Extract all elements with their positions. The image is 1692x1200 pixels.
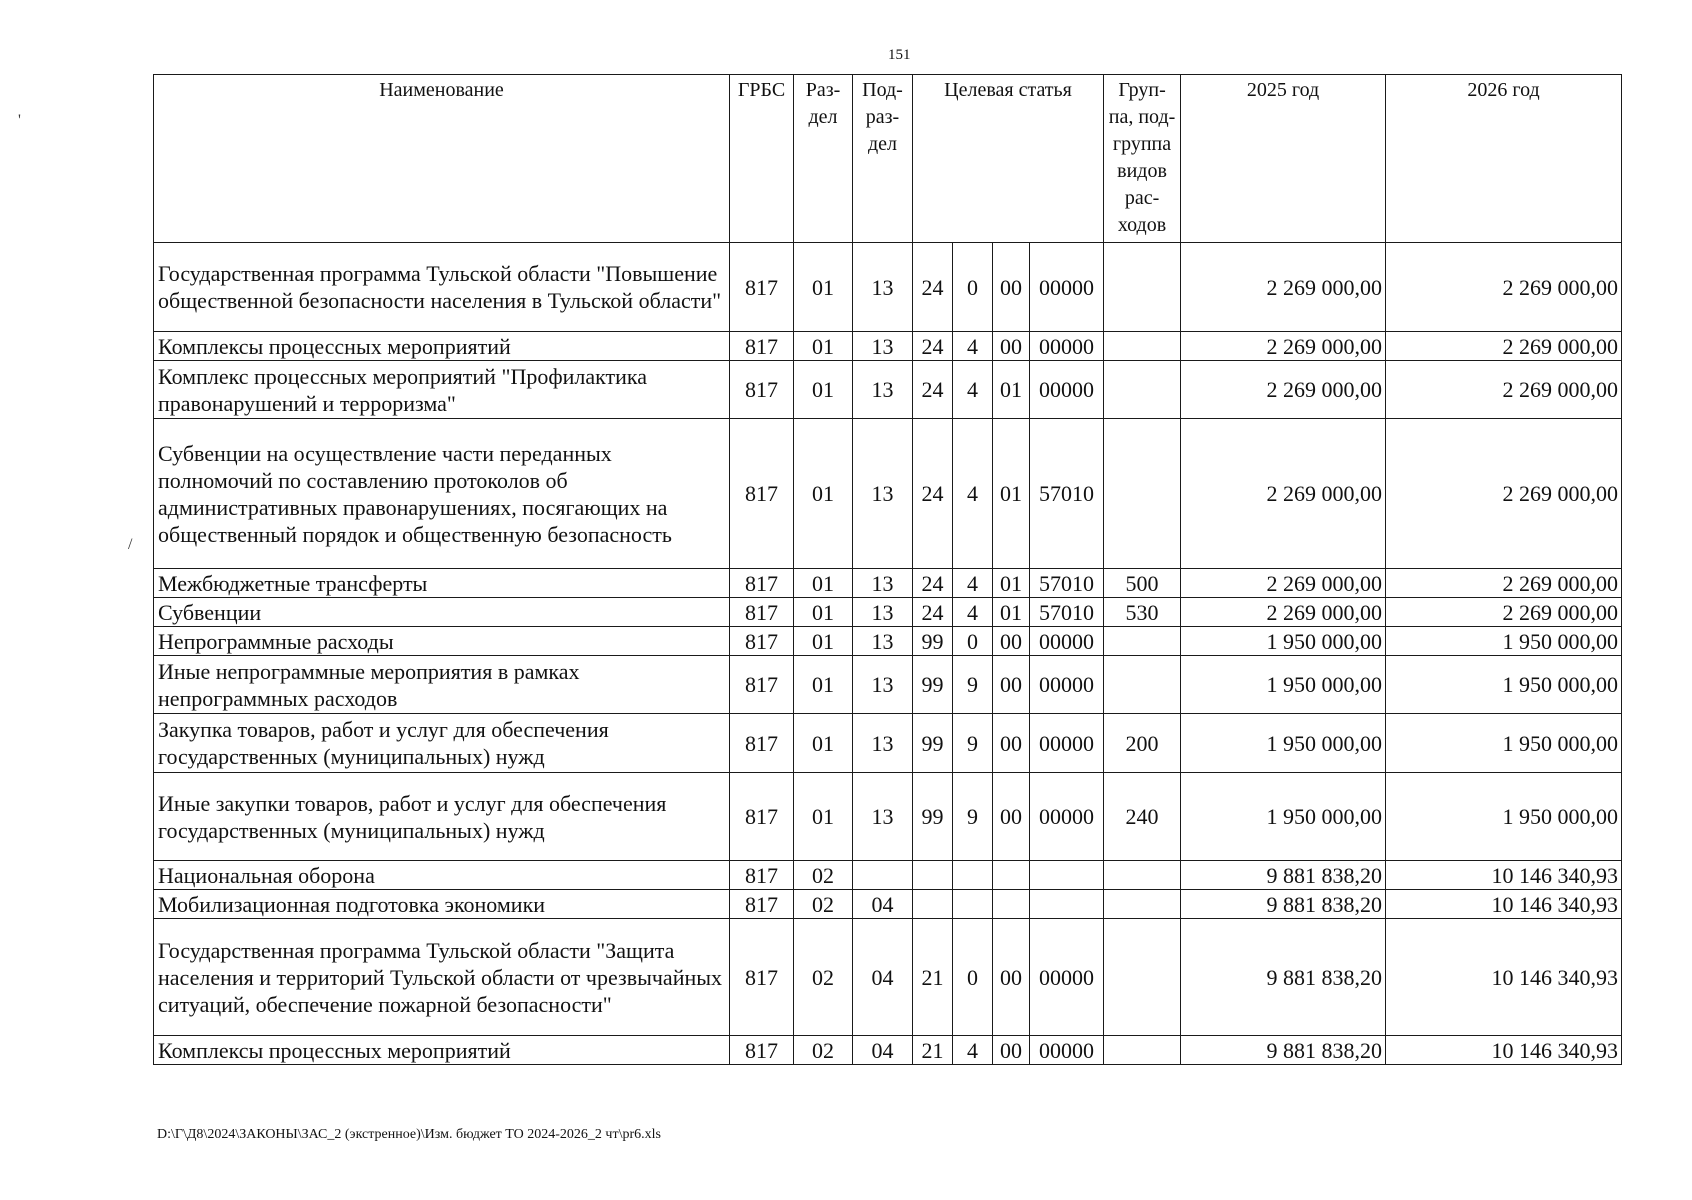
cell-razdel: 01 bbox=[794, 714, 853, 773]
cell-target-type: 4 bbox=[953, 419, 993, 569]
table-row bbox=[154, 1036, 1622, 1065]
cell-razdel: 01 bbox=[794, 243, 853, 332]
cell-razdel: 01 bbox=[794, 419, 853, 569]
cell-target-direction: 57010 bbox=[1030, 569, 1104, 598]
cell-razdel: 01 bbox=[794, 361, 853, 419]
cell-name: Иные закупки товаров, работ и услуг для обеспечения государственных (муниципальных) нужд bbox=[154, 773, 730, 861]
cell-amount-2026: 1 950 000,00 bbox=[1386, 627, 1622, 656]
budget-table bbox=[153, 74, 1622, 1065]
cell-podrazdel: 13 bbox=[853, 773, 913, 861]
cell-target-program: 99 bbox=[913, 627, 953, 656]
cell-name: Государственная программа Тульской области "Повышение общественной безопасности населения в Тульской области" bbox=[154, 243, 730, 332]
cell-target-subprogram: 01 bbox=[993, 361, 1030, 419]
cell-target-direction: 57010 bbox=[1030, 598, 1104, 627]
cell-name: Непрограммные расходы bbox=[154, 627, 730, 656]
scan-speck: ' bbox=[18, 112, 21, 129]
cell-grbs: 817 bbox=[730, 627, 794, 656]
cell-razdel: 01 bbox=[794, 569, 853, 598]
cell-grbs: 817 bbox=[730, 714, 794, 773]
table-body bbox=[154, 243, 1622, 1065]
cell-expense-group bbox=[1104, 361, 1181, 419]
cell-razdel: 01 bbox=[794, 627, 853, 656]
cell-grbs: 817 bbox=[730, 332, 794, 361]
cell-target-type: 0 bbox=[953, 627, 993, 656]
cell-amount-2026: 10 146 340,93 bbox=[1386, 890, 1622, 919]
cell-grbs: 817 bbox=[730, 569, 794, 598]
column-header-podrazdel: Под- раз- дел bbox=[853, 75, 913, 243]
cell-grbs: 817 bbox=[730, 890, 794, 919]
cell-razdel: 02 bbox=[794, 919, 853, 1036]
cell-amount-2026: 1 950 000,00 bbox=[1386, 714, 1622, 773]
cell-name: Межбюджетные трансферты bbox=[154, 569, 730, 598]
cell-podrazdel: 13 bbox=[853, 598, 913, 627]
cell-target-direction: 00000 bbox=[1030, 243, 1104, 332]
cell-target-type: 9 bbox=[953, 714, 993, 773]
cell-target-program: 24 bbox=[913, 419, 953, 569]
cell-target-type: 9 bbox=[953, 773, 993, 861]
cell-target-program bbox=[913, 861, 953, 890]
table-row bbox=[154, 627, 1622, 656]
cell-target-subprogram: 01 bbox=[993, 569, 1030, 598]
column-header-2026: 2026 год bbox=[1386, 75, 1622, 243]
cell-target-program bbox=[913, 890, 953, 919]
cell-razdel: 02 bbox=[794, 861, 853, 890]
cell-target-program: 99 bbox=[913, 656, 953, 714]
cell-expense-group: 530 bbox=[1104, 598, 1181, 627]
cell-razdel: 01 bbox=[794, 332, 853, 361]
table-row bbox=[154, 361, 1622, 419]
cell-podrazdel: 04 bbox=[853, 919, 913, 1036]
table-row bbox=[154, 569, 1622, 598]
cell-target-type: 4 bbox=[953, 361, 993, 419]
cell-grbs: 817 bbox=[730, 919, 794, 1036]
cell-amount-2026: 2 269 000,00 bbox=[1386, 332, 1622, 361]
cell-amount-2025: 9 881 838,20 bbox=[1181, 919, 1386, 1036]
cell-podrazdel: 13 bbox=[853, 656, 913, 714]
cell-target-type: 4 bbox=[953, 1036, 993, 1065]
cell-expense-group bbox=[1104, 890, 1181, 919]
column-header-expense-group: Груп- па, под- группа видов рас- ходов bbox=[1104, 75, 1181, 243]
table-row bbox=[154, 243, 1622, 332]
cell-name: Национальная оборона bbox=[154, 861, 730, 890]
cell-target-program: 24 bbox=[913, 598, 953, 627]
cell-amount-2025: 1 950 000,00 bbox=[1181, 627, 1386, 656]
cell-amount-2025: 2 269 000,00 bbox=[1181, 332, 1386, 361]
table-row bbox=[154, 656, 1622, 714]
cell-target-subprogram: 00 bbox=[993, 656, 1030, 714]
cell-podrazdel bbox=[853, 861, 913, 890]
cell-target-type: 0 bbox=[953, 243, 993, 332]
cell-grbs: 817 bbox=[730, 861, 794, 890]
cell-name: Комплексы процессных мероприятий bbox=[154, 1036, 730, 1065]
cell-expense-group bbox=[1104, 332, 1181, 361]
cell-podrazdel: 13 bbox=[853, 627, 913, 656]
cell-target-program: 21 bbox=[913, 919, 953, 1036]
table-header-row bbox=[154, 75, 1622, 243]
cell-target-direction: 57010 bbox=[1030, 419, 1104, 569]
cell-name: Иные непрограммные мероприятия в рамках непрограммных расходов bbox=[154, 656, 730, 714]
cell-target-direction: 00000 bbox=[1030, 714, 1104, 773]
cell-amount-2026: 10 146 340,93 bbox=[1386, 919, 1622, 1036]
cell-grbs: 817 bbox=[730, 243, 794, 332]
cell-amount-2026: 2 269 000,00 bbox=[1386, 243, 1622, 332]
cell-target-program: 24 bbox=[913, 361, 953, 419]
cell-amount-2025: 2 269 000,00 bbox=[1181, 598, 1386, 627]
cell-target-type: 4 bbox=[953, 598, 993, 627]
cell-expense-group: 200 bbox=[1104, 714, 1181, 773]
file-path-footer: D:\Г\Д8\2024\ЗАКОНЫ\ЗАС_2 (экстренное)\Изм. бюджет ТО 2024-2026_2 чт\pr6.xls bbox=[157, 1127, 661, 1142]
cell-target-subprogram: 00 bbox=[993, 919, 1030, 1036]
cell-grbs: 817 bbox=[730, 656, 794, 714]
cell-podrazdel: 04 bbox=[853, 1036, 913, 1065]
cell-expense-group bbox=[1104, 861, 1181, 890]
cell-target-type: 4 bbox=[953, 332, 993, 361]
cell-target-subprogram bbox=[993, 890, 1030, 919]
cell-target-program: 24 bbox=[913, 243, 953, 332]
cell-podrazdel: 13 bbox=[853, 714, 913, 773]
cell-expense-group: 240 bbox=[1104, 773, 1181, 861]
cell-amount-2026: 2 269 000,00 bbox=[1386, 569, 1622, 598]
cell-target-direction: 00000 bbox=[1030, 919, 1104, 1036]
cell-expense-group: 500 bbox=[1104, 569, 1181, 598]
cell-podrazdel: 13 bbox=[853, 332, 913, 361]
cell-amount-2026: 10 146 340,93 bbox=[1386, 1036, 1622, 1065]
cell-grbs: 817 bbox=[730, 773, 794, 861]
cell-name: Комплекс процессных мероприятий "Профилактика правонарушений и терроризма" bbox=[154, 361, 730, 419]
cell-amount-2025: 1 950 000,00 bbox=[1181, 656, 1386, 714]
cell-target-subprogram bbox=[993, 861, 1030, 890]
cell-target-program: 24 bbox=[913, 569, 953, 598]
cell-target-subprogram: 01 bbox=[993, 598, 1030, 627]
cell-amount-2025: 9 881 838,20 bbox=[1181, 890, 1386, 919]
cell-amount-2025: 9 881 838,20 bbox=[1181, 1036, 1386, 1065]
cell-razdel: 01 bbox=[794, 598, 853, 627]
cell-expense-group bbox=[1104, 419, 1181, 569]
cell-target-direction: 00000 bbox=[1030, 1036, 1104, 1065]
cell-grbs: 817 bbox=[730, 361, 794, 419]
cell-target-direction: 00000 bbox=[1030, 656, 1104, 714]
cell-amount-2026: 1 950 000,00 bbox=[1386, 773, 1622, 861]
cell-expense-group bbox=[1104, 656, 1181, 714]
column-header-grbs: ГРБС bbox=[730, 75, 794, 243]
cell-target-program: 99 bbox=[913, 773, 953, 861]
cell-target-program: 99 bbox=[913, 714, 953, 773]
cell-target-subprogram: 00 bbox=[993, 332, 1030, 361]
page-number: 151 bbox=[888, 47, 911, 63]
cell-amount-2026: 2 269 000,00 bbox=[1386, 598, 1622, 627]
cell-expense-group bbox=[1104, 243, 1181, 332]
cell-podrazdel: 13 bbox=[853, 569, 913, 598]
cell-grbs: 817 bbox=[730, 419, 794, 569]
cell-target-direction bbox=[1030, 861, 1104, 890]
cell-expense-group bbox=[1104, 919, 1181, 1036]
cell-amount-2025: 9 881 838,20 bbox=[1181, 861, 1386, 890]
table-row bbox=[154, 332, 1622, 361]
cell-amount-2026: 10 146 340,93 bbox=[1386, 861, 1622, 890]
cell-expense-group bbox=[1104, 1036, 1181, 1065]
cell-amount-2025: 1 950 000,00 bbox=[1181, 714, 1386, 773]
cell-target-program: 24 bbox=[913, 332, 953, 361]
cell-razdel: 01 bbox=[794, 656, 853, 714]
cell-target-direction: 00000 bbox=[1030, 773, 1104, 861]
table-row bbox=[154, 714, 1622, 773]
cell-name: Государственная программа Тульской области "Защита населения и территорий Тульской области от чрезвычайных ситуаций, обеспечение пожарной безопасности" bbox=[154, 919, 730, 1036]
cell-target-subprogram: 00 bbox=[993, 1036, 1030, 1065]
table-row bbox=[154, 919, 1622, 1036]
table-row bbox=[154, 419, 1622, 569]
scan-speck: / bbox=[128, 536, 133, 553]
cell-amount-2025: 1 950 000,00 bbox=[1181, 773, 1386, 861]
cell-name: Субвенции на осуществление части переданных полномочий по составлению протоколов об административных правонарушениях, посягающих на общественный порядок и общественную безопасность bbox=[154, 419, 730, 569]
cell-target-type: 9 bbox=[953, 656, 993, 714]
cell-amount-2026: 2 269 000,00 bbox=[1386, 361, 1622, 419]
cell-grbs: 817 bbox=[730, 1036, 794, 1065]
cell-target-type bbox=[953, 861, 993, 890]
cell-grbs: 817 bbox=[730, 598, 794, 627]
cell-amount-2025: 2 269 000,00 bbox=[1181, 419, 1386, 569]
cell-razdel: 01 bbox=[794, 773, 853, 861]
cell-podrazdel: 04 bbox=[853, 890, 913, 919]
table-row bbox=[154, 890, 1622, 919]
cell-amount-2026: 1 950 000,00 bbox=[1386, 656, 1622, 714]
column-header-2025: 2025 год bbox=[1181, 75, 1386, 243]
cell-podrazdel: 13 bbox=[853, 361, 913, 419]
column-header-razdel: Раз- дел bbox=[794, 75, 853, 243]
cell-name: Мобилизационная подготовка экономики bbox=[154, 890, 730, 919]
cell-name: Комплексы процессных мероприятий bbox=[154, 332, 730, 361]
cell-target-direction bbox=[1030, 890, 1104, 919]
cell-target-direction: 00000 bbox=[1030, 627, 1104, 656]
cell-target-subprogram: 00 bbox=[993, 714, 1030, 773]
cell-amount-2025: 2 269 000,00 bbox=[1181, 243, 1386, 332]
cell-target-subprogram: 00 bbox=[993, 773, 1030, 861]
cell-target-subprogram: 01 bbox=[993, 419, 1030, 569]
cell-name: Субвенции bbox=[154, 598, 730, 627]
cell-target-direction: 00000 bbox=[1030, 361, 1104, 419]
cell-target-type: 4 bbox=[953, 569, 993, 598]
column-header-name: Наименование bbox=[154, 75, 730, 243]
cell-target-type: 0 bbox=[953, 919, 993, 1036]
cell-target-direction: 00000 bbox=[1030, 332, 1104, 361]
cell-razdel: 02 bbox=[794, 890, 853, 919]
table-row bbox=[154, 861, 1622, 890]
column-header-target-article: Целевая статья bbox=[913, 75, 1104, 243]
cell-podrazdel: 13 bbox=[853, 419, 913, 569]
cell-razdel: 02 bbox=[794, 1036, 853, 1065]
cell-amount-2025: 2 269 000,00 bbox=[1181, 361, 1386, 419]
cell-amount-2025: 2 269 000,00 bbox=[1181, 569, 1386, 598]
cell-expense-group bbox=[1104, 627, 1181, 656]
cell-target-type bbox=[953, 890, 993, 919]
table-row bbox=[154, 598, 1622, 627]
cell-name: Закупка товаров, работ и услуг для обеспечения государственных (муниципальных) нужд bbox=[154, 714, 730, 773]
cell-target-subprogram: 00 bbox=[993, 627, 1030, 656]
cell-target-program: 21 bbox=[913, 1036, 953, 1065]
cell-target-subprogram: 00 bbox=[993, 243, 1030, 332]
table-row bbox=[154, 773, 1622, 861]
cell-amount-2026: 2 269 000,00 bbox=[1386, 419, 1622, 569]
cell-podrazdel: 13 bbox=[853, 243, 913, 332]
